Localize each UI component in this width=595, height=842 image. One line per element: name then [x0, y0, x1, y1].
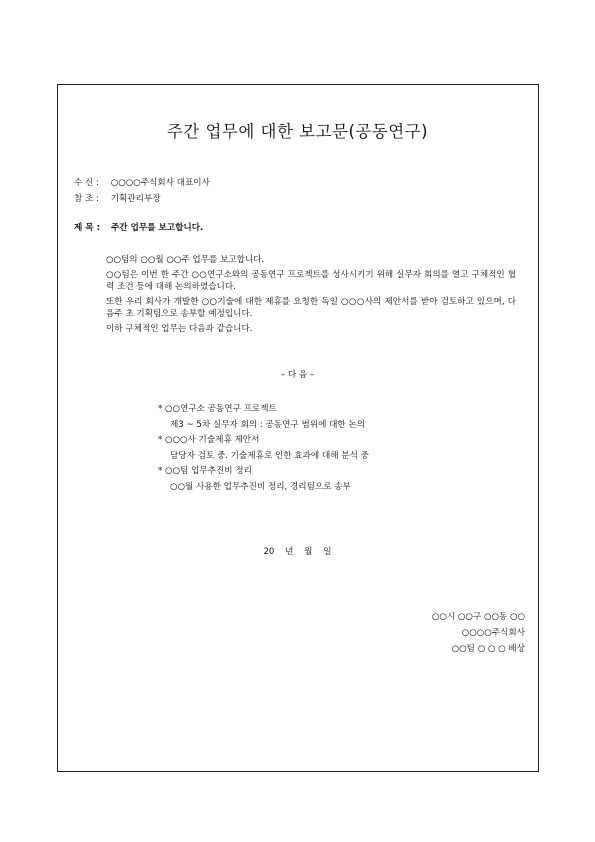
body-paragraph: 이하 구체적인 업무는 다음과 같습니다. [106, 324, 253, 334]
body-paragraph: 또한 우리 회사가 개발한 ○○기술에 대한 제휴를 요청한 독일 ○○○사의 제안서를 받아 검토하고 있으며, 다음주 초 기획팀으로 송부할 예정입니다. [106, 297, 516, 319]
subject-label: 제 목 : [74, 223, 101, 233]
sender-company: ○○○○주식회사 [461, 628, 525, 638]
item-detail: 제3 ~ 5차 실무자 회의 : 공동연구 범위에 대한 논의 [170, 420, 366, 430]
document-date: 20 년 월 일 [263, 547, 332, 557]
body-paragraph: ○○팀의 ○○월 ○○주 업무를 보고합니다. [106, 255, 265, 265]
item-heading: * ○○○사 기술제휴 제안서 [158, 435, 260, 445]
recipient-line [74, 177, 210, 189]
body-text [106, 254, 516, 339]
sender-team: ○○팀 ○ ○ ○ 배상 [451, 644, 525, 654]
document-title: 주간 업무에 대한 보고문(공동연구) [166, 122, 429, 141]
body-paragraph: ○○팀은 이번 한 주간 ○○연구소와의 공동연구 프로젝트를 성사시키기 위해 실무자 회의를 열고 구체적인 협력 조건 등에 대해 논의하였습니다. [106, 270, 516, 292]
item-detail: ○○월 사용한 업무추진비 정리, 경리팀으로 송부 [170, 482, 351, 492]
reference-label: 참 조 : [74, 194, 99, 204]
item-heading: * ○○연구소 공동연구 프로젝트 [158, 404, 277, 414]
subject-line [74, 222, 203, 234]
reference-line [74, 193, 161, 205]
item-heading: * ○○팀 업무추진비 정리 [158, 466, 252, 476]
reference-value: 기획관리부장 [110, 194, 161, 204]
sender-address: ○○시 ○○구 ○○동 ○○ [431, 612, 525, 622]
subject-value: 주간 업무를 보고합니다. [111, 223, 204, 233]
item-detail: 담당자 검토 중. 기술제휴로 인한 효과에 대해 분석 중 [170, 451, 369, 461]
recipient-label: 수 신 : [74, 178, 99, 188]
separator-heading: – 다 음 – [280, 370, 315, 380]
recipient-value: ○○○○주식회사 대표이사 [110, 178, 210, 188]
